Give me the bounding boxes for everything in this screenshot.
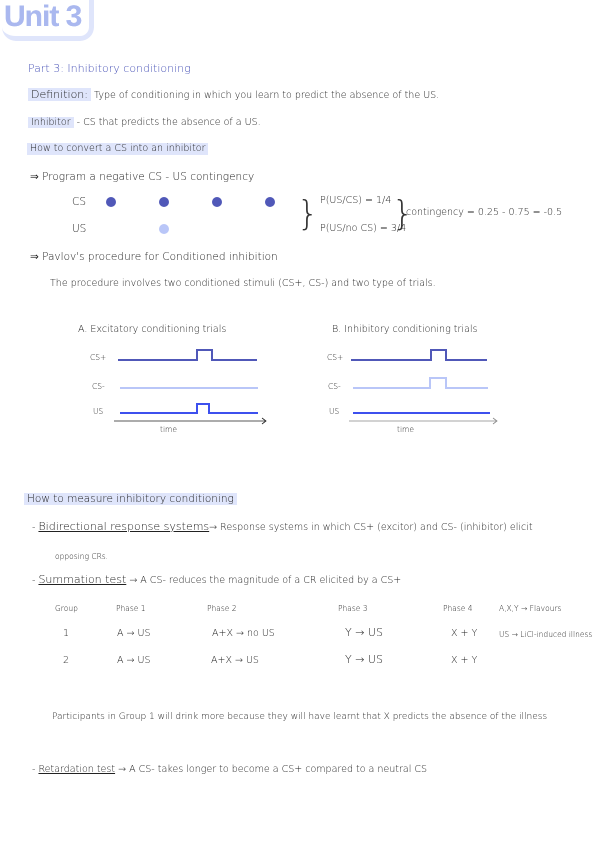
measure-heading: How to measure inhibitory conditioning <box>24 493 237 505</box>
diagram-a-time: time <box>160 425 177 434</box>
table-cell: A → US <box>117 628 151 639</box>
bidirectional-text: → Response systems in which CS+ (excitor) and CS- (inhibitor) elicit <box>209 522 533 533</box>
diagram-a-cs-plus: CS+ <box>90 353 107 362</box>
table-cell: Y → US <box>345 626 383 639</box>
retardation-term: Retardation test <box>38 764 116 775</box>
table-header: Group <box>55 604 78 613</box>
diagram-b-traces <box>345 340 505 430</box>
us-trace <box>120 404 258 413</box>
page-title: Unit 3 <box>2 0 94 41</box>
arrow-program: ⇒ Program a negative CS - US contingency <box>30 171 255 183</box>
table-cell: X + Y <box>451 655 478 666</box>
diagram-b-cs-minus: CS- <box>328 382 341 391</box>
inhibitor-label: Inhibitor <box>28 117 74 128</box>
brace-left: } <box>297 194 319 234</box>
cs-trial-dot <box>106 197 116 207</box>
p-us-cs: P(US/CS) = 1/4 <box>320 195 392 206</box>
summation: - Summation test → A CS- reduces the magnitude of a CR elicited by a CS+ <box>32 573 402 586</box>
retardation-text: → A CS- takes longer to become a CS+ compared to a neutral CS <box>118 764 428 775</box>
participants-text: Participants in Group 1 will drink more because they will have learnt that X predicts the absence of the illness <box>52 712 548 722</box>
diagram-b-title: B. Inhibitory conditioning trials <box>332 324 478 335</box>
us-trial-dot <box>159 224 169 234</box>
diagram-a-us: US <box>93 407 104 416</box>
brace-right: } <box>392 194 414 234</box>
table-header: Phase 3 <box>338 604 368 613</box>
bidirectional: - Bidirectional response systems→ Response systems in which CS+ (excitor) and CS- (inhibitor) elicit <box>32 520 533 533</box>
table-header: Phase 1 <box>116 604 146 613</box>
section-title: Part 3: Inhibitory conditioning <box>28 62 191 75</box>
inhibitor-text: - CS that predicts the absence of a US. <box>76 117 261 128</box>
retardation: - Retardation test → A CS- takes longer to become a CS+ compared to a neutral CS <box>32 764 428 775</box>
table-cell: 2 <box>63 655 70 666</box>
bidirectional-term: Bidirectional response systems <box>38 520 210 533</box>
summation-term: Summation test <box>38 573 127 586</box>
table-cell: X + Y <box>451 628 478 639</box>
table-note: US → LiCl-induced illness <box>499 630 593 639</box>
table-cell: Y → US <box>345 653 383 666</box>
definition <box>28 89 439 102</box>
summation-text: → A CS- reduces the magnitude of a CR elicited by a CS+ <box>129 575 402 586</box>
procedure-text: The procedure involves two conditioned stimuli (CS+, CS-) and two type of trials. <box>50 278 436 289</box>
diagram-b-time: time <box>397 425 414 434</box>
program-text: Program a negative CS - US contingency <box>42 171 255 183</box>
cs-trial-dot <box>159 197 169 207</box>
table-header: Phase 2 <box>207 604 237 613</box>
convert-heading: How to convert a CS into an inhibitor <box>27 143 208 155</box>
table-note: A,X,Y → Flavours <box>499 604 562 613</box>
inhibitor-def <box>28 117 261 129</box>
diagram-b-us: US <box>329 407 340 416</box>
table-cell: A+X → US <box>211 655 259 666</box>
diagram-b-cs-plus: CS+ <box>327 353 344 362</box>
table-cell: A+X → no US <box>212 628 275 639</box>
us-label: US <box>72 223 87 235</box>
table-cell: A → US <box>117 655 151 666</box>
cs-trial-dot <box>212 197 222 207</box>
definition-label: Definition: <box>28 88 91 101</box>
table-cell: 1 <box>63 628 70 639</box>
cs-plus-trace <box>118 350 257 360</box>
cs-minus-trace <box>353 378 488 388</box>
contingency-result: contingency = 0.25 - 0.75 = -0.5 <box>406 207 563 218</box>
table-header: Phase 4 <box>443 604 473 613</box>
definition-text: Type of conditioning in which you learn to predict the absence of the US. <box>94 90 440 101</box>
pavlov-text: Pavlov's procedure for Conditioned inhibition <box>42 251 278 263</box>
cs-label: CS <box>72 196 86 208</box>
diagram-a-traces <box>110 340 270 430</box>
diagram-a-title: A. Excitatory conditioning trials <box>78 324 227 335</box>
p-us-nocs: P(US/no CS) = 3/4 <box>320 223 407 234</box>
cs-trial-dot <box>265 197 275 207</box>
bidirectional-cont: opposing CRs. <box>55 552 109 561</box>
arrow-pavlov: ⇒ Pavlov's procedure for Conditioned inhibition <box>30 251 278 263</box>
diagram-a-cs-minus: CS- <box>92 382 105 391</box>
cs-plus-trace <box>351 350 487 360</box>
